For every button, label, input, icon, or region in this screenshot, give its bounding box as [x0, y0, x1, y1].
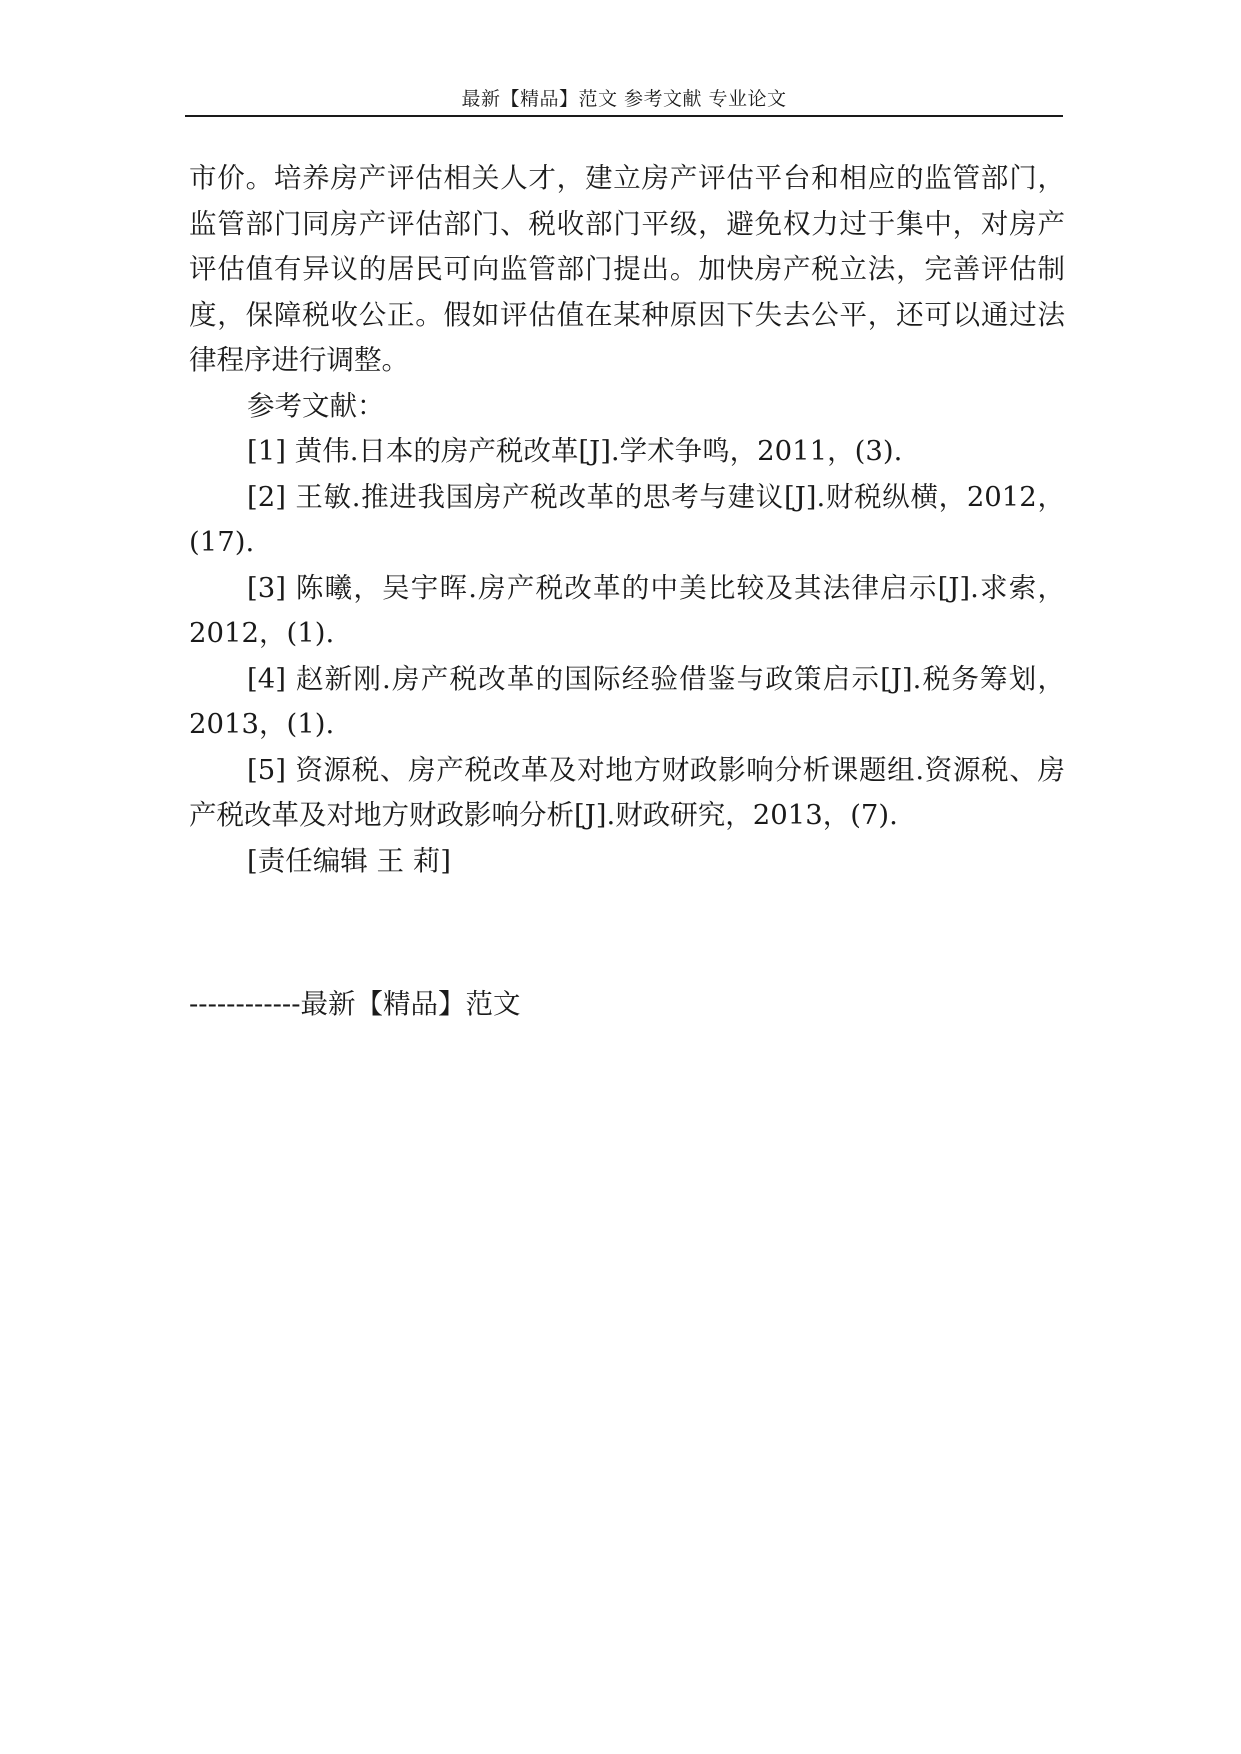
- header-divider: [185, 115, 1063, 117]
- page-header: 最新【精品】范文 参考文献 专业论文: [461, 88, 787, 110]
- footer-tagline: ------------最新【精品】范文: [189, 988, 521, 1020]
- editor-credit: [责任编辑 王 莉]: [247, 844, 451, 877]
- reference-item-1: [1] 黄伟.日本的房产税改革[J].学术争鸣，2011，(3).: [247, 435, 903, 467]
- reference-item-2: [2] 王敏.推进我国房产税改革的思考与建议[J].财税纵横，2012，(17).: [189, 480, 1065, 558]
- document-body: [189, 156, 1065, 884]
- reference-item-4: [4] 赵新刚.房产税改革的国际经验借鉴与政策启示[J].税务筹划，2013，(1).: [189, 662, 1065, 740]
- body-paragraph: 市价。培养房产评估相关人才，建立房产评估平台和相应的监管部门，监管部门同房产评估部门、税收部门平级，避免权力过于集中，对房产评估值有异议的居民可向监管部门提出。加快房产税立法，完善评估制度，保障税收公正。假如评估值在某种原因下失去公平，还可以通过法律程序进行调整。: [189, 162, 1065, 376]
- references-title: 参考文献：: [247, 389, 385, 422]
- reference-item-5: [5] 资源税、房产税改革及对地方财政影响分析课题组.资源税、房产税改革及对地方财政影响分析[J].财政研究，2013，(7).: [189, 753, 1065, 831]
- reference-item-3: [3] 陈曦，吴宇晖.房产税改革的中美比较及其法律启示[J].求索，2012，(1).: [189, 571, 1065, 649]
